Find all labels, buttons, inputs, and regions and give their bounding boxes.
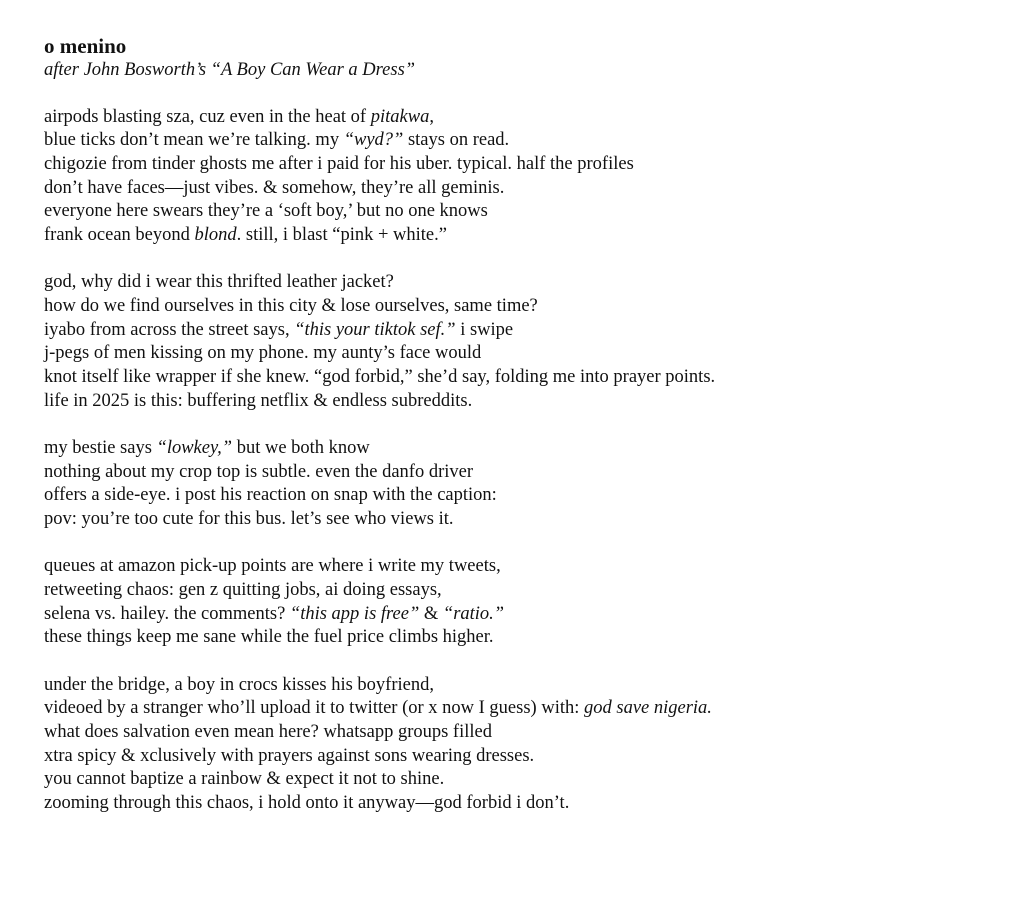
poem-line: pov: you’re too cute for this bus. let’s see who views it.: [44, 509, 454, 530]
poem-line: queues at amazon pick-up points are where i write my tweets,: [44, 556, 501, 577]
poem-line: god, why did i wear this thrifted leather jacket?: [44, 272, 394, 293]
poem-line: j-pegs of men kissing on my phone. my aunty’s face would: [44, 343, 482, 364]
stanza-1: [44, 106, 1023, 248]
poem-line: chigozie from tinder ghosts me after i paid for his uber. typical. half the profiles: [44, 153, 634, 174]
poem-line: you cannot baptize a rainbow & expect it not to shine.: [44, 769, 445, 790]
poem-line: blue ticks don’t mean we’re talking. my “wyd?” stays on read.: [44, 130, 510, 151]
poem-line: my bestie says “lowkey,” but we both know: [44, 437, 370, 458]
stanza-4: [44, 555, 1023, 650]
stanza-5: [44, 674, 1023, 816]
poem-line: iyabo from across the street says, “this your tiktok sef.” i swipe: [44, 319, 514, 340]
poem-line: airpods blasting sza, cuz even in the heat of pitakwa,: [44, 106, 434, 127]
poem-line: zooming through this chaos, i hold onto it anyway—god forbid i don’t.: [44, 793, 570, 814]
poem-line: offers a side-eye. i post his reaction on snap with the caption:: [44, 485, 497, 506]
poem-line: everyone here swears they’re a ‘soft boy,’ but no one knows: [44, 201, 488, 222]
poem-line: how do we find ourselves in this city & lose ourselves, same time?: [44, 295, 538, 316]
poem-title: o menino: [44, 34, 127, 58]
poem-line: xtra spicy & xclusively with prayers against sons wearing dresses.: [44, 745, 535, 766]
poem-line: what does salvation even mean here? whatsapp groups filled: [44, 721, 492, 742]
poem-line: videoed by a stranger who’ll upload it to twitter (or x now I guess) with: god save nigeria.: [44, 698, 712, 719]
poem-line: don’t have faces—just vibes. & somehow, they’re all geminis.: [44, 177, 505, 198]
poem-line: retweeting chaos: gen z quitting jobs, ai doing essays,: [44, 579, 442, 600]
poem-line: under the bridge, a boy in crocs kisses his boyfriend,: [44, 674, 434, 695]
poem-line: these things keep me sane while the fuel price climbs higher.: [44, 627, 494, 648]
stanza-3: [44, 437, 1023, 532]
poem-line: nothing about my crop top is subtle. even the danfo driver: [44, 461, 474, 482]
poem-line: knot itself like wrapper if she knew. “god forbid,” she’d say, folding me into prayer points.: [44, 367, 716, 388]
poem-line: frank ocean beyond blond. still, i blast “pink + white.”: [44, 225, 447, 246]
stanza-2: [44, 271, 1023, 413]
poem-subtitle: after John Bosworth’s “A Boy Can Wear a Dress”: [44, 60, 416, 80]
poem-line: life in 2025 is this: buffering netflix & endless subreddits.: [44, 390, 473, 411]
poem-line: selena vs. hailey. the comments? “this app is free” & “ratio.”: [44, 603, 505, 624]
